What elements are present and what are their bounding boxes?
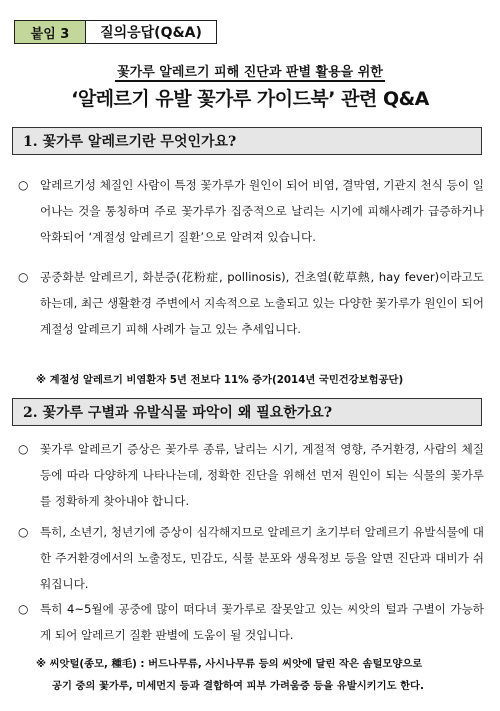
paragraph: [18, 264, 484, 342]
paragraph: [18, 172, 484, 250]
document-subtitle: [0, 61, 500, 80]
paragraph-text: 알레르기성 체질인 사람이 특정 꽃가루가 원인이 되어 비염, 결막염, 기관지 천식 등이 일어나는 것을 통칭하며 주로 꽃가루가 집중적으로 날리는 시기에 피해사례가 급증하거나 악화되어 ‘계절성 알레르기 질환’으로 알려져 있습니다.: [40, 178, 484, 244]
attachment-title: 질의응답(Q&A): [86, 20, 217, 44]
bullet-icon: ○: [18, 270, 29, 284]
bullet-icon: ○: [18, 442, 29, 456]
bullet-icon: ○: [18, 178, 29, 192]
attachment-tag: 붙임 3: [14, 20, 86, 44]
document-title: ‘알레르기 유발 꽃가루 가이드북’ 관련 Q&A: [71, 88, 429, 110]
section-heading-1: 1. 꽃가루 알레르기란 무엇인가요?: [12, 127, 482, 155]
paragraph: [18, 596, 484, 648]
footnote-line: 공기 중의 꽃가루, 미세먼지 등과 결합하여 피부 가려움증 등을 유발시키기도 한다.: [52, 680, 424, 692]
paragraph: [18, 519, 484, 597]
footnote: ※ 계절성 알레르기 비염환자 5년 전보다 11% 증가(2014년 국민건강보험공단): [36, 374, 404, 386]
bullet-icon: ○: [18, 525, 29, 539]
paragraph-text: 특히, 소년기, 청년기에 증상이 심각해지므로 알레르기 초기부터 알레르기 유발식물에 대한 주거환경에서의 노출정도, 민감도, 식물 분포와 생육정보 등을 알면 진단과 대비가 쉬워집니다.: [40, 525, 484, 591]
paragraph-text: 공중화분 알레르기, 화분증(花粉症, pollinosis), 건초열(乾草熱, hay fever)이라고도 하는데, 최근 생활환경 주변에서 지속적으로 노출되고 있는 다양한 꽃가루가 원인이 되어 계절성 알레르기 피해 사례가 늘고 있는 추세입니다.: [40, 270, 484, 336]
section-heading-2: 2. 꽃가루 구별과 유발식물 파악이 왜 필요한가요?: [12, 398, 482, 426]
paragraph-text: 특히 4~5월에 공중에 많이 떠다녀 꽃가루로 잘못알고 있는 씨앗의 털과 구별이 가능하게 되어 알레르기 질환 판별에 도움이 될 것입니다.: [40, 602, 484, 642]
footnote-line: ※ 씨앗털(종모, 種毛) : 버드나무류, 사시나무류 등의 씨앗에 달린 작은 솜털모양으로: [36, 658, 423, 670]
subtitle-text: 꽃가루 알레르기 피해 진단과 판별 활용을 위한: [117, 65, 383, 80]
attachment-label: [14, 20, 217, 44]
paragraph-text: 꽃가루 알레르기 증상은 꽃가루 종류, 날리는 시기, 계절적 영향, 주거환경, 사람의 체질 등에 따라 다양하게 나타나는데, 정확한 진단을 위해선 먼저 원인이 되는 식물의 꽃가루를 정확하게 찾아내야 합니다.: [40, 442, 484, 508]
bullet-icon: ○: [18, 602, 29, 616]
paragraph: [18, 436, 484, 514]
footnote: [36, 653, 486, 697]
